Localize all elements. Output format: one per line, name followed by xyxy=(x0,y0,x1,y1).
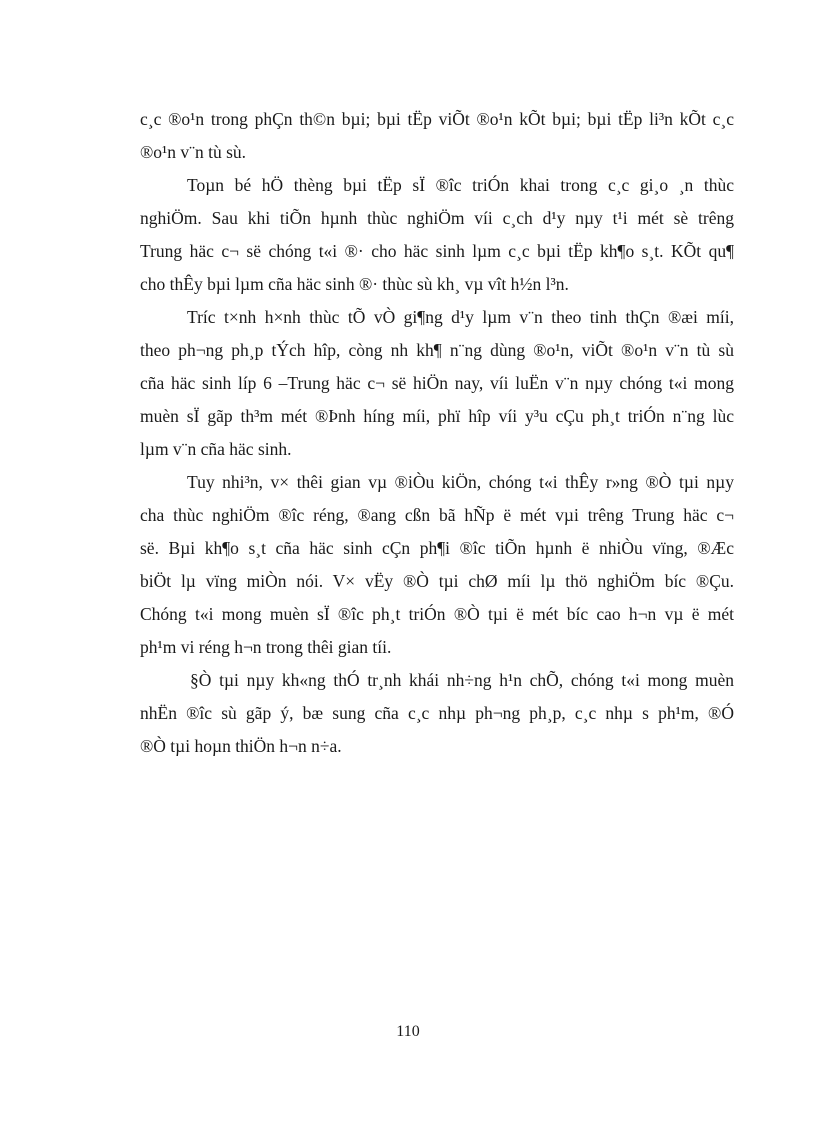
text-line: cho thÊy bµi lµm cña häc sinh ®· thùc sù kh¸ vµ vît h½n l³n. xyxy=(140,274,569,294)
text-line: ph¹m vi réng h¬n trong thêi gian tíi. xyxy=(140,637,392,657)
text-line: Trung häc c¬ së chóng t«i ®· cho häc sinh lµm c¸c bµi tËp kh¶o s¸t. KÕt qu¶ xyxy=(140,241,734,261)
text-line: theo ph¬ng ph¸p tÝch hîp, còng nh kh¶ n¨ng dùng ®o¹n, viÕt ®o¹n v¨n tù sù xyxy=(140,340,734,360)
text-line: së. Bµi kh¶o s¸t cña häc sinh cÇn ph¶i ®îc tiÕn hµnh ë nhiÒu vïng, ®Æc xyxy=(140,538,734,558)
text-line: lµm v¨n cña häc sinh. xyxy=(140,439,292,459)
text-line: c¸c ®o¹n trong phÇn th©n bµi; bµi tËp viÕt ®o¹n kÕt bµi; bµi tËp li³n kÕt c¸c xyxy=(140,109,734,129)
text-line: Toµn bé hÖ thèng bµi tËp sÏ ®îc triÓn khai trong c¸c gi¸o ¸n thùc xyxy=(187,175,734,195)
text-line: biÖt lµ vïng miÒn nói. V× vËy ®Ò tµi chØ míi lµ thö nghiÖm bíc ®Çu. xyxy=(140,571,734,591)
text-line: ®Ò tµi hoµn thiÖn h¬n n÷a. xyxy=(140,736,342,756)
text-line: Tuy nhi³n, v× thêi gian vµ ®iÒu kiÖn, chóng t«i thÊy r»ng ®Ò tµi nµy xyxy=(187,472,734,492)
page-number: 110 xyxy=(396,1023,420,1040)
text-line: nhËn ®îc sù gãp ý, bæ sung cña c¸c nhµ ph¬ng ph¸p, c¸c nhµ s ph¹m, ®Ó xyxy=(140,703,734,723)
text-line: cña häc sinh líp 6 –Trung häc c¬ së hiÖn nay, víi luËn v¨n nµy chóng t«i mong xyxy=(140,373,734,393)
body-text xyxy=(140,103,734,763)
text-line: §Ò tµi nµy kh«ng thÓ tr¸nh khái nh÷ng h¹n chÕ, chóng t«i mong muèn xyxy=(190,670,734,690)
text-line: cha thùc nghiÖm ®îc réng, ®ang cßn bã hÑp ë mét vµi trêng Trung häc c¬ xyxy=(140,505,734,525)
text-line: Chóng t«i mong muèn sÏ ®îc ph¸t triÓn ®Ò tµi ë mét bíc cao h¬n vµ ë mét xyxy=(140,604,734,624)
text-line: Tríc t×nh h×nh thùc tÕ vÒ gi¶ng d¹y lµm v¨n theo tinh thÇn ®æi míi, xyxy=(187,307,734,327)
text-line: muèn sÏ gãp th³m mét ®Þnh híng míi, phï hîp víi y³u cÇu ph¸t triÓn n¨ng lùc xyxy=(140,406,734,426)
text-line: ®o¹n v¨n tù sù. xyxy=(140,142,247,162)
text-line: nghiÖm. Sau khi tiÕn hµnh thùc nghiÖm víi c¸ch d¹y nµy t¹i mét sè trêng xyxy=(140,208,734,228)
